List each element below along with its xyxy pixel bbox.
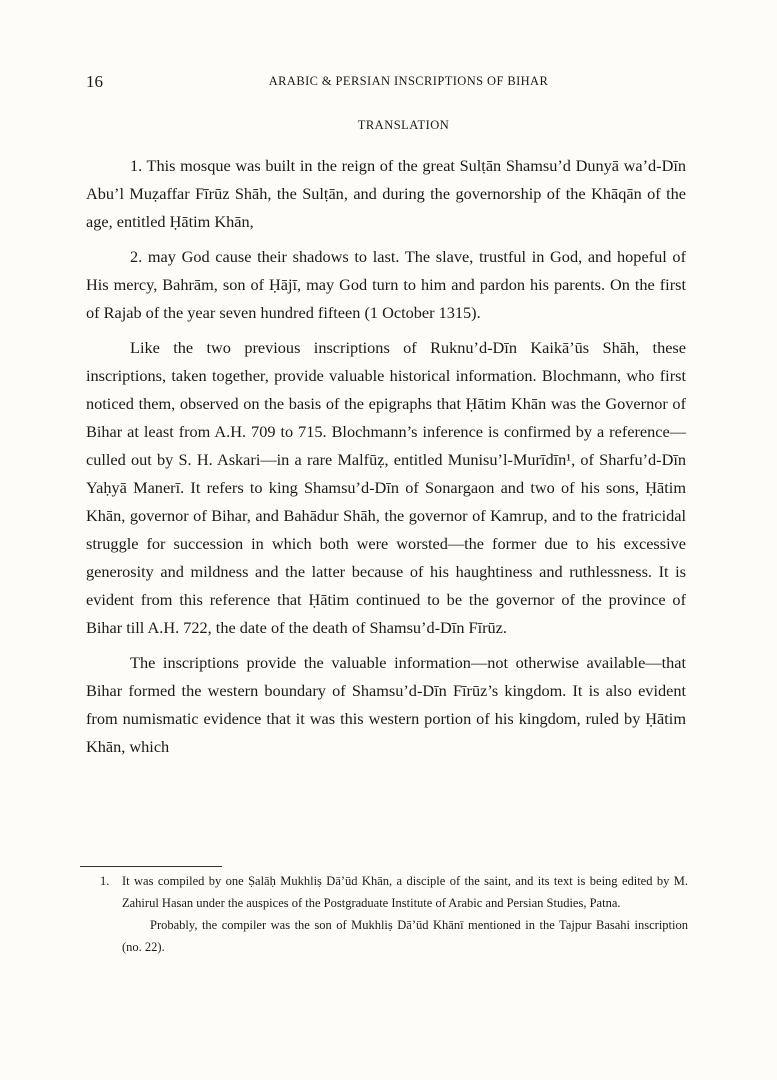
footnote-number: 1. (100, 874, 110, 888)
footnote-continuation: Probably, the compiler was the son of Mukhliṣ Dā’ūd Khānī mentioned in the Tajpur Basahi inscription (no. 22). (122, 918, 688, 954)
footnote-1 (100, 870, 688, 914)
section-title: TRANSLATION (357, 118, 450, 132)
footnotes (100, 870, 688, 958)
footnote-divider (80, 866, 222, 867)
commentary-paragraph-2: The inscriptions provide the valuable information—not otherwise available—that Bihar formed the western boundary of Shamsu’d-Dīn Fīrūz’s kingdom. It is also evident from numismatic evidence that it was this western portion of his kingdom, ruled by Ḥātim Khān, which (86, 653, 686, 756)
running-head: ARABIC & PERSIAN INSCRIPTIONS OF BIHAR (268, 74, 549, 88)
commentary-paragraph-1: Like the two previous inscriptions of Ruknu’d-Dīn Kaikā’ūs Shāh, these inscriptions, taken together, provide valuable historical information. Blochmann, who first noticed them, observed on the basis of the epigraphs that Ḥātim Khān was the Governor of Bihar at least from A.H. 709 to 715. Blochmann’s inference is confirmed by a reference—culled out by S. H. Askari—in a rare Malfūẓ, entitled Munisu’l-Murīdīn¹, of Sharfu’d-Dīn Yaḥyā Manerī. It refers to king Shamsu’d-Dīn of Sonargaon and two of his sons, Ḥātim Khān, governor of Bihar, and Bahādur Shāh, the governor of Kamrup, and to the fratricidal struggle for succession in which both were worsted—the former due to his excessive generosity and mildness and the latter because of his haughtiness and ruthlessness. It is evident from this reference that Ḥātim continued to be the governor of the province of Bihar till A.H. 722, the date of the death of Shamsu’d-Dīn Fīrūz. (86, 338, 686, 637)
page-header (86, 72, 691, 94)
page-number: 16 (86, 72, 103, 91)
translation-line-2: 2. may God cause their shadows to last. The slave, trustful in God, and hopeful of His mercy, Bahrām, son of Ḥājī, may God turn to him and pardon his parents. On the first of Rajab of the year seven hundred fifteen (1 October 1315). (86, 247, 686, 322)
translation-line-1: 1. This mosque was built in the reign of the great Sulṭān Shamsu’d Dunyā wa’d-Dīn Abu’l Muẓaffar Fīrūz Shāh, the Sulṭān, and during the governorship of the Khāqān of the age, entitled Ḥātim Khān, (86, 156, 686, 231)
footnote-text: It was compiled by one Ṣalāḥ Mukhliṣ Dā’ūd Khān, a disciple of the saint, and its text is being edited by M. Zahirul Hasan under the auspices of the Postgraduate Institute of Arabic and Persian Studies, Patna. (122, 874, 688, 910)
body-text (86, 152, 686, 768)
